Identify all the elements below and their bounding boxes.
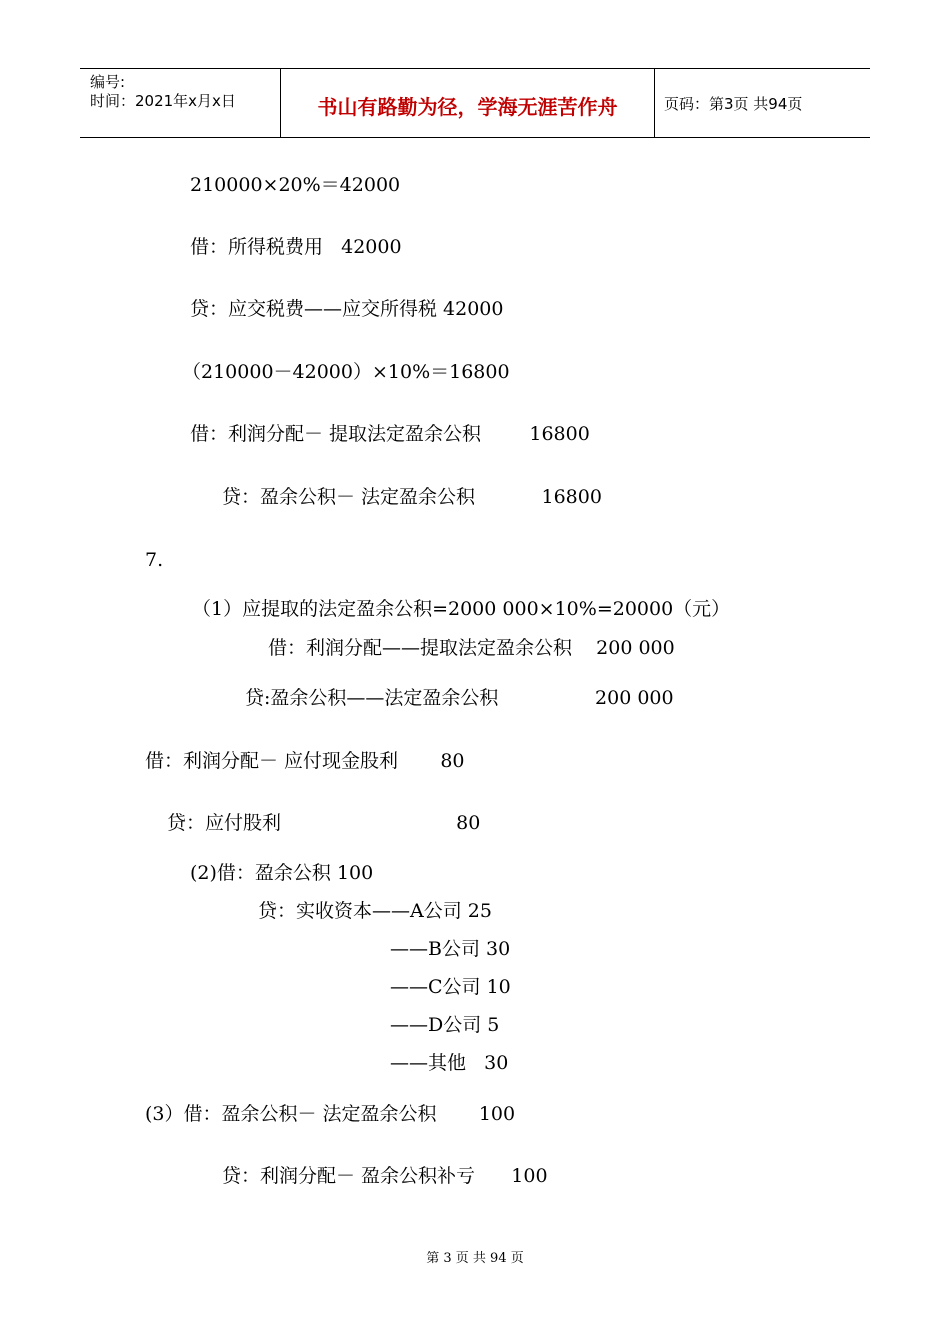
body-line: ——其他 30 bbox=[390, 1052, 509, 1074]
body-line: 借：利润分配－ 应付现金股利 80 bbox=[145, 750, 465, 772]
header-motto: 书山有路勤为径，学海无涯苦作舟 bbox=[317, 95, 618, 119]
header-left-cell bbox=[80, 69, 280, 137]
body-line: (2)借：盈余公积 100 bbox=[190, 862, 374, 884]
body-line: 210000×20%＝42000 bbox=[190, 174, 401, 196]
body-line: 贷：应交税费——应交所得税 42000 bbox=[190, 298, 504, 320]
body-line: 借：利润分配－ 提取法定盈余公积 16800 bbox=[190, 423, 590, 445]
body-line: （1）应提取的法定盈余公积=2000 000×10%=20000（元） bbox=[192, 598, 731, 620]
page-header bbox=[80, 68, 870, 138]
body-line: 借：所得税费用 42000 bbox=[190, 236, 402, 258]
body-line: 贷:盈余公积——法定盈余公积 200 000 bbox=[245, 687, 674, 709]
body-line: 贷：利润分配－ 盈余公积补亏 100 bbox=[222, 1165, 548, 1187]
header-middle-cell bbox=[280, 69, 655, 137]
document-code-label: 编号: bbox=[90, 73, 126, 91]
document-date-label: 时间：2021年x月x日 bbox=[90, 92, 236, 110]
body-line: 贷：实收资本——A公司 25 bbox=[258, 900, 492, 922]
page-footer: 第 3 页 共 94 页 bbox=[426, 1251, 524, 1266]
body-line: 贷：应付股利 80 bbox=[167, 812, 481, 834]
header-page-info: 页码：第3页 共94页 bbox=[664, 95, 803, 113]
section-number: 7. bbox=[145, 549, 164, 571]
header-right-cell bbox=[654, 69, 870, 137]
body-line: ——C公司 10 bbox=[390, 976, 511, 998]
body-line: ——B公司 30 bbox=[390, 938, 511, 960]
body-line: （210000－42000）×10%＝16800 bbox=[182, 361, 510, 383]
body-line: 贷：盈余公积－ 法定盈余公积 16800 bbox=[222, 486, 602, 508]
body-line: 借：利润分配——提取法定盈余公积 200 000 bbox=[268, 637, 675, 659]
body-line: (3）借：盈余公积－ 法定盈余公积 100 bbox=[145, 1103, 516, 1125]
body-line: ——D公司 5 bbox=[390, 1014, 500, 1036]
